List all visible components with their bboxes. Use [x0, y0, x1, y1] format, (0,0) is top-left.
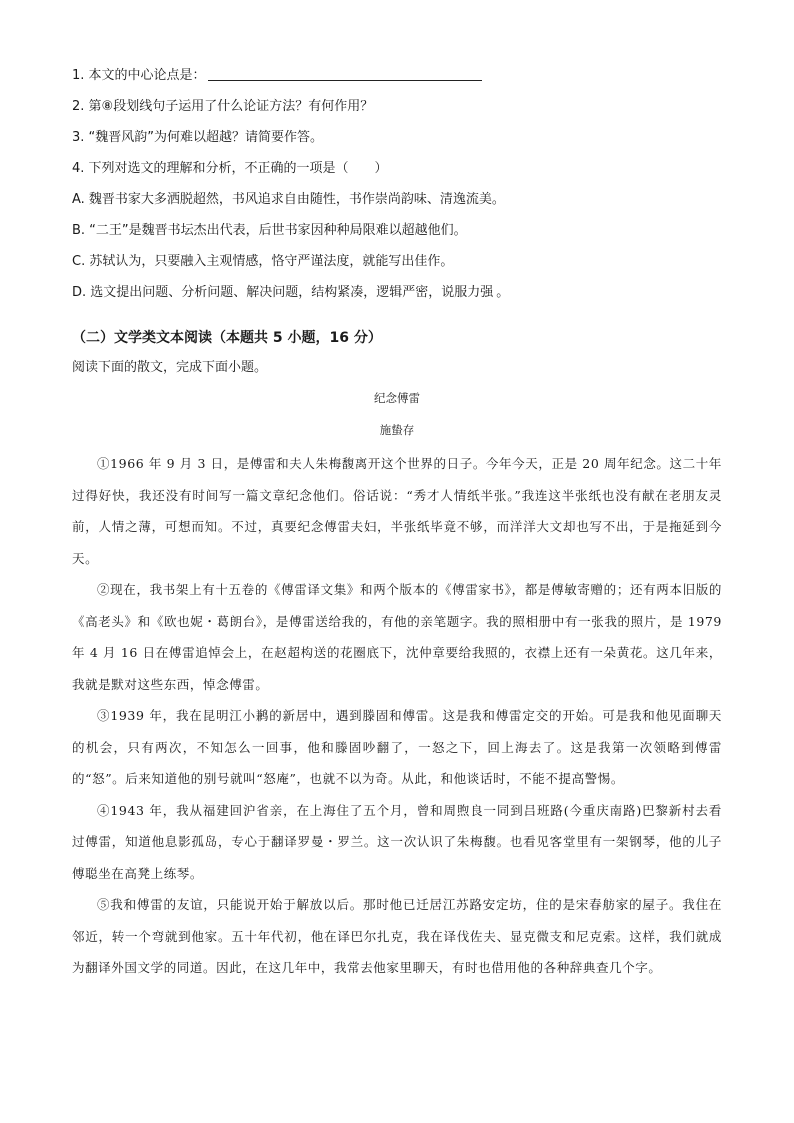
option-d	[72, 283, 732, 303]
option-b: B. “二王”是魏晋书坛杰出代表，后世书家因种种局限难以超越他们。	[72, 223, 467, 238]
essay-paragraph-5: ⑤我和傅雷的友谊，只能说开始于解放以后。那时他已迁居江苏路安定坊，住的是宋春舫家的屋子。我住在邻近，转一个弯就到他家。五十年代初，他在译巴尔扎克，我在译伐佐夫、显克微支和尼克索。这样，我们就成为翻译外国文学的同道。因此，在这几年中，我常去他家里聊天，有时也借用他的各种辞典查几个字。	[72, 897, 722, 975]
question-1	[72, 66, 732, 86]
section-title: （二）文学类文本阅读（本题共 5 小题，16 分）	[72, 330, 382, 346]
essay-paragraph-3: ③1939 年，我在昆明江小鹣的新居中，遇到滕固和傅雷。这是我和傅雷定交的开始。可是我和他见面聊天的机会，只有两次，不知怎么一回事，他和滕固吵翻了，一怒之下，回上海去了。这是我第一次领略到傅雷的“怒”。后来知道他的别号就叫“怒庵”，也就不以为奇。从此，和他谈话时，不能不提高警惕。	[72, 708, 722, 786]
option-d-text: D. 选文提出问题、分析问题、解决问题，结构紧凑，逻辑严密，说服力强	[72, 285, 494, 300]
essay-paragraph-4: ④1943 年，我从福建回沪省亲，在上海住了五个月，曾和周煦良一同到吕班路(今重庆南路)巴黎新村去看过傅雷，知道他息影孤岛，专心于翻译罗曼・罗兰。这一次认识了朱梅馥。也看见客堂里有一架钢琴，他的儿子傅聪坐在高凳上练琴。	[72, 802, 722, 881]
question-2: 2. 第⑧段划线句子运用了什么论证方法？有何作用？	[72, 99, 374, 114]
answer-blank	[208, 66, 482, 81]
essay-body	[72, 448, 722, 984]
option-a: A. 魏晋书家大多洒脱超然，书风追求自由随性，书作崇尚韵味、清逸流美。	[72, 192, 505, 207]
essay-author: 施蛰存	[379, 423, 415, 437]
question-4: 4. 下列对选文的理解和分析，不正确的一项是（ ）	[72, 161, 388, 176]
question-1-text: 1. 本文的中心论点是：	[72, 68, 206, 83]
essay-paragraph-2: ②现在，我书架上有十五卷的《傅雷译文集》和两个版本的《傅雷家书》，都是傅敏寄赠的；还有两本旧版的《高老头》和《欧也妮・葛朗台》，是傅雷送给我的，有他的亲笔题字。我的照相册中有一张我的照片，是 1979 年 4 月 16 日在傅雷追悼会上，在赵超构送的花圈底下，沈仲章要给我照的，衣襟上还有一朵黄花。这几年来，我就是默对这些东西，悼念傅雷。	[72, 582, 722, 692]
section-instruction: 阅读下面的散文，完成下面小题。	[72, 360, 268, 375]
option-c: C. 苏轼认为，只要融入主观情感，恪守严谨法度，就能写出佳作。	[72, 254, 454, 269]
question-3: 3. “魏晋风韵”为何难以超越？请简要作答。	[72, 130, 324, 145]
essay-title: 纪念傅雷	[374, 391, 420, 405]
option-d-end: 。	[496, 285, 510, 300]
question-list	[72, 66, 732, 314]
essay-paragraph-1: ①1966 年 9 月 3 日，是傅雷和夫人朱梅馥离开这个世界的日子。今年今天，正是 20 周年纪念。这二十年过得好快，我还没有时间写一篇文章纪念他们。俗话说：“秀才人情纸半张。”我连这半张纸也没有献在老朋友灵前，人情之薄，可想而知。不过，真要纪念傅雷夫妇，半张纸毕竟不够，而洋洋大文却也写不出，于是拖延到今天。	[72, 456, 722, 566]
